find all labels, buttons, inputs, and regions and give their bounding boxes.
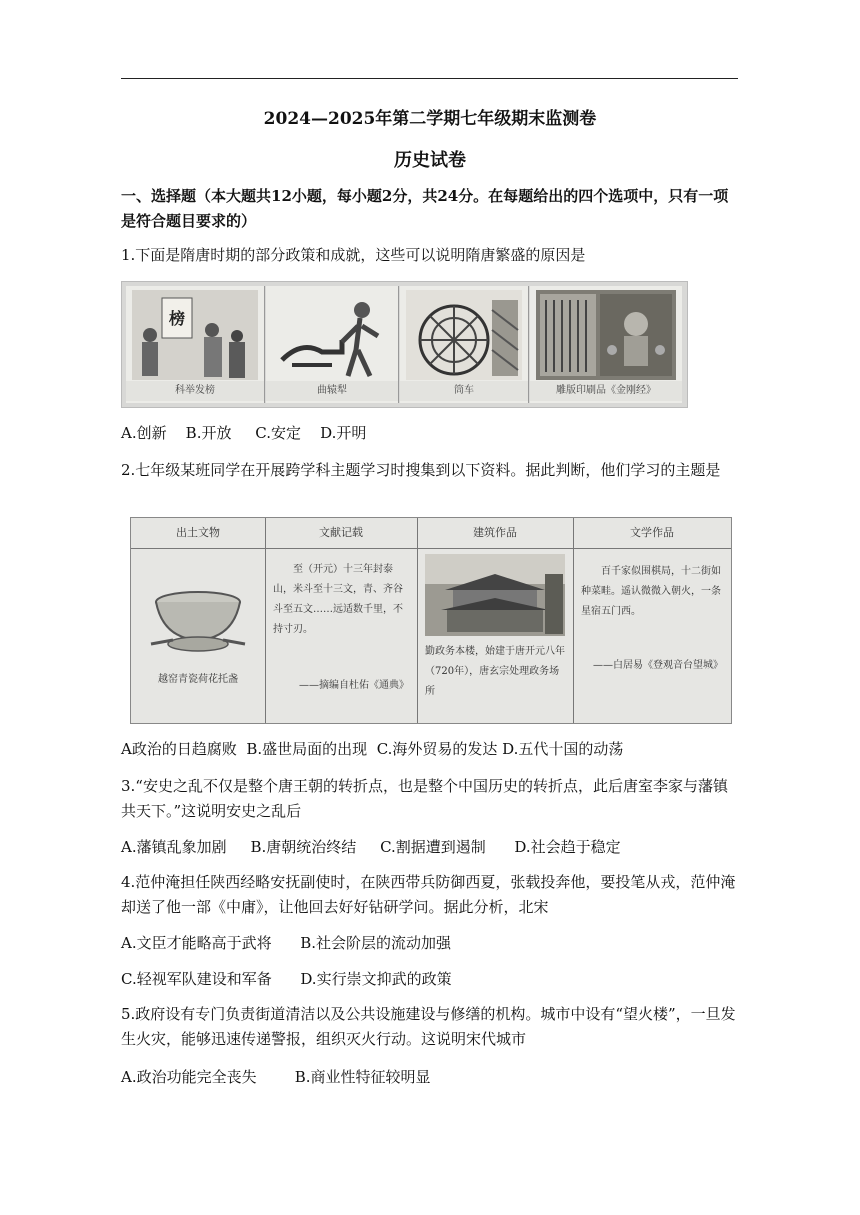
header-rule [121, 78, 738, 79]
table-header: 文学作品 [573, 518, 731, 549]
table-column-artifact [131, 518, 266, 723]
table-column-document [265, 518, 418, 723]
exam-title: 2024—2025年第二学期七年级期末监测卷 [263, 109, 597, 129]
image-caption: 科举发榜 [126, 381, 264, 401]
waterwheel-image [400, 286, 529, 403]
table-header: 建筑作品 [417, 518, 573, 549]
poem-source: ——白居易《登观音台望城》 [593, 660, 723, 671]
building-text: 勤政务本楼，始建于唐开元八年（720年），唐玄宗处理政务场所 [425, 646, 565, 697]
question-2-material-table [130, 517, 732, 724]
image-caption: 筒车 [400, 381, 528, 401]
question-5-options: A.政治功能完全丧失 B.商业性特征较明显 [121, 1068, 431, 1086]
question-1-options: A.创新 B.开放 C.安定 D.开明 [121, 424, 367, 442]
table-column-building [417, 518, 574, 723]
document-source: ——摘编自杜佑《通典》 [299, 680, 409, 691]
artifact-caption: 越窑青瓷荷花托盏 [158, 674, 238, 685]
question-2-options: A政治的日趋腐败 B.盛世局面的出现 C.海外贸易的发达 D.五代十国的动荡 [121, 740, 624, 758]
table-column-literature [573, 518, 731, 723]
plough-image [266, 286, 399, 403]
svg-text:榜: 榜 [168, 309, 186, 328]
question-3-options: A.藩镇乱象加剧 B.唐朝统治终结 C.割据遭到遏制 D.社会趋于稳定 [121, 838, 621, 856]
exam-scene-image [126, 286, 265, 403]
question-1-image-strip [121, 281, 688, 408]
question-2-stem: 2.七年级某班同学在开展跨学科主题学习时搜集到以下资料。据此判断，他们学习的主题是 [121, 461, 721, 479]
question-3-stem: 3.“安史之乱不仅是整个唐王朝的转折点，也是整个中国历史的转折点，此后唐室李家与藩镇共天下。”这说明安史之乱后 [121, 777, 728, 820]
poem-text: 百千家似围棋局，十二街如种菜畦。遥认微微入朝火，一条星宿五门西。 [581, 566, 721, 617]
question-1-stem: 1.下面是隋唐时期的部分政策和成就，这些可以说明隋唐繁盛的原因是 [121, 246, 586, 264]
exam-subtitle: 历史试卷 [394, 150, 466, 171]
document-text: 至（开元）十三年封泰山，米斗至十三文，青、齐谷斗至五文……远适数千里，不持寸刃。 [273, 564, 403, 635]
section-heading: 一、选择题（本大题共12小题，每小题2分，共24分。在每题给出的四个选项中，只有一项是符合题目要求的） [121, 187, 729, 230]
question-4-options-line-1: A.文臣才能略高于武将 B.社会阶层的流动加强 [121, 934, 452, 952]
table-header: 出土文物 [131, 518, 265, 549]
porcelain-bowl-image [143, 580, 253, 660]
question-5-stem: 5.政府设有专门负责街道清洁以及公共设施建设与修缮的机构。城市中设有“望火楼”，一旦发生火灾，能够迅速传递警报，组织灭火行动。这说明宋代城市 [121, 1005, 736, 1048]
question-4-options-line-2: C.轻视军队建设和军备 D.实行崇文抑武的政策 [121, 970, 452, 988]
sutra-print-image [530, 286, 682, 403]
table-header: 文献记载 [265, 518, 417, 549]
pavilion-image [425, 554, 565, 636]
image-caption: 雕版印刷品《金刚经》 [530, 381, 682, 401]
image-caption: 曲辕犁 [266, 381, 398, 401]
question-4-stem: 4.范仲淹担任陕西经略安抚副使时，在陕西带兵防御西夏，张载投奔他，要投笔从戎，范仲淹却送了他一部《中庸》，让他回去好好钻研学问。据此分析，北宋 [121, 873, 736, 916]
